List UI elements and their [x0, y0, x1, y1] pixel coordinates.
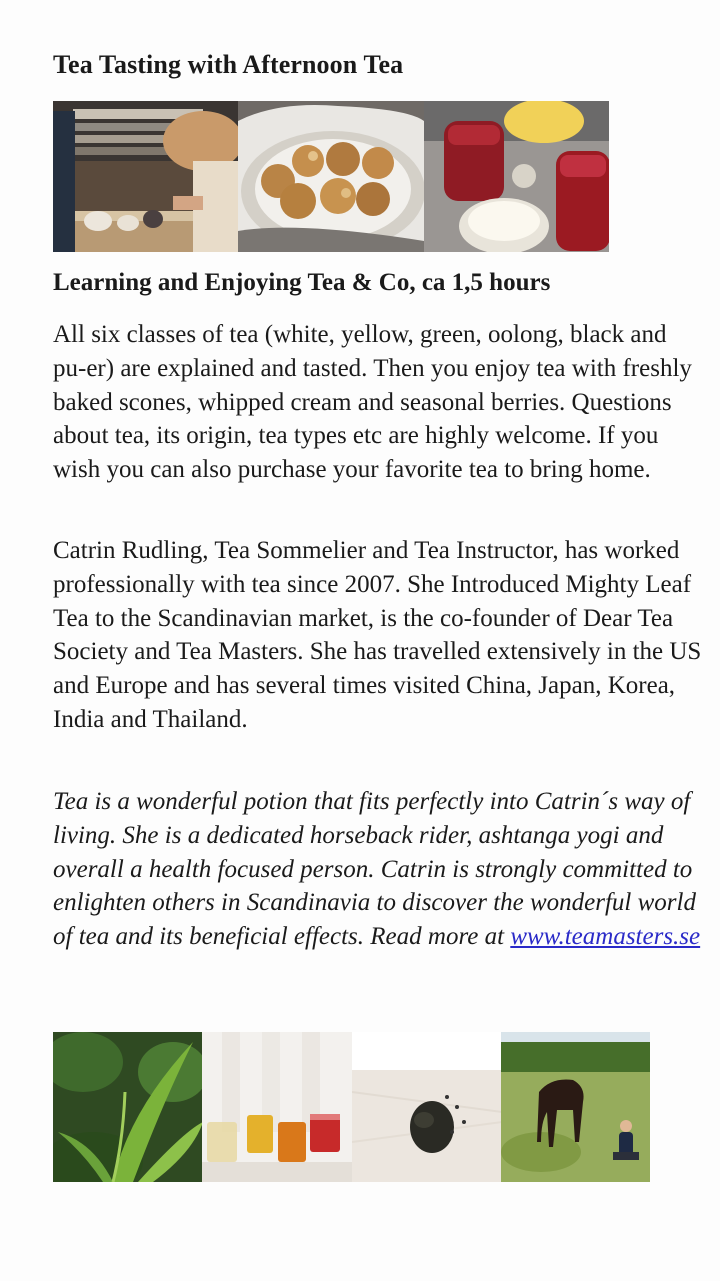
tea-bar-photo — [53, 101, 238, 252]
tea-leaves-photo — [53, 1032, 202, 1182]
section-subtitle: Learning and Enjoying Tea & Co, ca 1,5 hours — [53, 269, 551, 296]
instructor-bio-paragraph: Catrin Rudling, Tea Sommelier and Tea Instructor, has worked professionally with tea since 2007. She Introduced Mighty Leaf Tea to the Scandinavian market, is the co-founder of Dear Tea Society and Tea Masters. She has travelled extensively in the US and Europe and has several times visited China, Japan, Korea, India and Thailand. — [53, 537, 702, 733]
tea-glasses-photo — [202, 1032, 351, 1182]
quote-text: Tea is a wonderful potion that fits perfectly into Catrin´s way of living. She is a dedicated horseback rider, ashtanga yogi and overall a health focused person. Catrin is strongly committed to enlighten others in Scandinavia to discover the wonderful world of tea and its beneficial effects. Read more at — [53, 788, 696, 951]
jam-cream-photo — [424, 101, 609, 252]
horse-field-photo — [501, 1032, 650, 1182]
banner-image-strip — [53, 101, 609, 252]
description-paragraph: All six classes of tea (white, yellow, green, oolong, black and pu-er) are explained and tasted. Then you enjoy tea with freshly baked scones, whipped cream and seasonal berries. Questions about tea, its origin, tea types etc are highly welcome. If you wish you can also purchase your favorite tea to bring home. — [53, 321, 692, 484]
photo-gallery — [53, 1032, 650, 1182]
loose-tea-photo — [352, 1032, 501, 1182]
scones-photo — [238, 101, 423, 252]
instructor-quote-paragraph — [53, 785, 703, 954]
teamasters-link[interactable]: www.teamasters.se — [510, 923, 701, 951]
page-title: Tea Tasting with Afternoon Tea — [53, 50, 404, 79]
